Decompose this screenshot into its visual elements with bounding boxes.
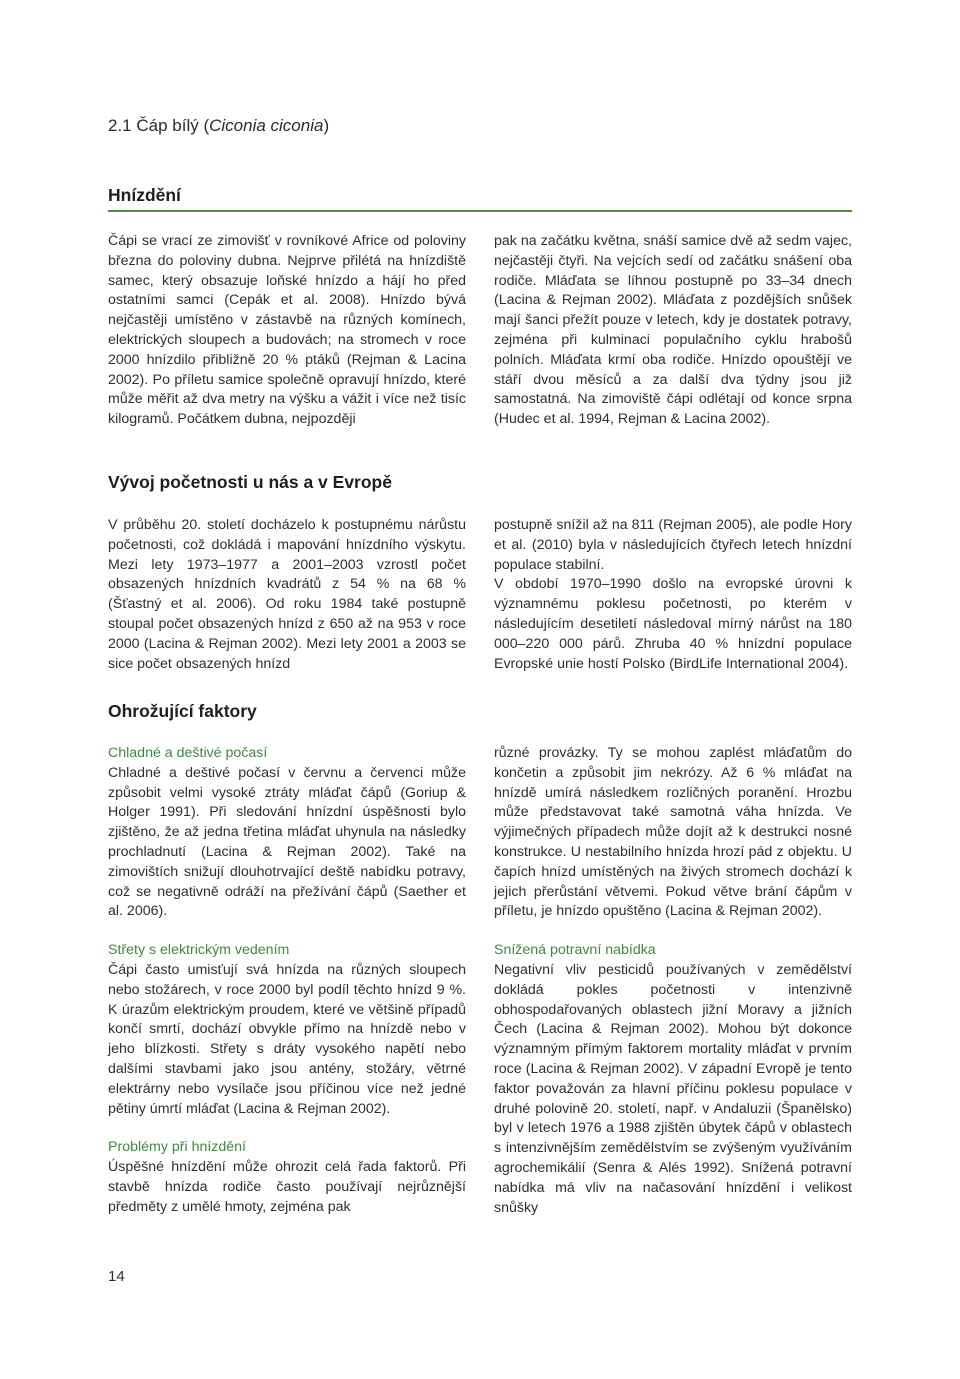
nesting-right-column xyxy=(494,232,852,430)
subheading-food-supply: Snížená potravní nabídka xyxy=(494,942,656,959)
threats-right-text: různé provázky. Ty se mohou zaplést mláďatům do končetin a způsobit jim nekrózy. Až 6 % mláďat na hnízdě umírá následkem rozličných poranění. Hrozbu může představovat také samotná váha hnízda. Ve výjimečných případech může dojít až k destrukci nosné konstrukce. U nestabilního hnízda hrozí pád z objektu. U čapích hnízd umístěných na živých stromech dochází k jejich přerůstání větvemi. Pokud větve brání čápům v příletu, je hnízdo opuštěno (Lacina & Rejman 2002). xyxy=(494,745,852,920)
section-title-nesting: Hnízdění xyxy=(108,185,181,205)
nesting-left-text: Čápi se vrací ze zimovišť v rovníkové Africe od poloviny března do poloviny dubna. Nejprve přilétá na hnízdiště samec, který obsazuje loňské hnízdo a hájí ho před ostatními samci (Cepák et al. 2008). Hnízdo bývá nejčastěji umístěno v zástavbě na různých komínech, elektrických sloupech a budovách; na stromech v roce 2000 hnízdilo přibližně 20 % ptáků (Rejman & Lacina 2002). Po příletu samice společně opravují hnízdo, které může měřit až dva metry na výšku a vážit i více než tisíc kilogramů. Počátkem dubna, nejpozději xyxy=(108,233,466,428)
trend-right-text-2: V období 1970–1990 došlo na evropské úrovni k významnému poklesu početnosti, po kterém v následujícím desetiletí následoval mírný nárůst na 180 000–220 000 párů. Zhruba 40 % hnízdní populace Evropské unie hostí Polsko (BirdLife International 2004). xyxy=(494,576,852,672)
trend-right-text-1: postupně snížil až na 811 (Rejman 2005), ale podle Hory et al. (2010) byla v následujících čtyřech letech hnízdní populace stabilní. xyxy=(494,517,852,573)
trend-left-text: V průběhu 20. století docházelo k postupnému nárůstu početnosti, což dokládá i mapování hnízdního výskytu. Mezi lety 1973–1977 a 2001–2003 vzrostl počet obsazených hnízdních kvadrátů z 54 % na 68 % (Šťastný et al. 2006). Od roku 1984 také postupně stoupal počet obsazených hnízd z 650 až na 953 v roce 2000 (Lacina & Rejman 2002). Mezi lety 2001 a 2003 se sice počet obsazených hnízd xyxy=(108,517,466,672)
chapter-heading xyxy=(108,116,329,136)
chapter-latin-name: Ciconia ciconia xyxy=(209,116,324,135)
nesting-right-text: pak na začátku května, snáší samice dvě až sedm vajec, nejčastěji čtyři. Na vejcích sedí od začátku snášení oba rodiče. Mláďata se líhnou postupně po 33–34 dnech (Lacina & Rejman 2002). Mláďata z pozdějších snůšek mají šanci přežít pouze v letech, kdy je dostatek potravy, zejména při kulminaci populačního cyklu hrabošů polních. Mláďata krmí oba rodiče. Hnízdo opouštějí ve stáří dvou měsíců a za další dva týdny jsou již samostatná. Na zimoviště čápi odlétají od konce srpna (Hudec et al. 1994, Rejman & Lacina 2002). xyxy=(494,233,852,428)
threats-right-column xyxy=(494,744,852,1218)
chapter-title-suffix: ) xyxy=(323,116,330,135)
subheading-power-lines: Střety s elektrickým vedením xyxy=(108,942,290,959)
subheading-cold-weather: Chladné a deštivé počasí xyxy=(108,745,268,761)
nesting-problems-text: Úspěšné hnízdění může ohrozit celá řada faktorů. Při stavbě hnízda rodiče často používají nejrůznější předměty z umělé hmoty, zejména pak xyxy=(108,1159,466,1215)
chapter-title-prefix: 2.1 Čáp bílý ( xyxy=(108,116,210,135)
section-title-threats: Ohrožující faktory xyxy=(108,701,257,721)
threats-left-column xyxy=(108,744,466,1218)
section-title-trend: Vývoj početnosti u nás a v Evropě xyxy=(108,472,392,492)
power-lines-text: Čápi často umisťují svá hnízda na různých sloupech nebo stožárech, v roce 2000 byl podíl těchto hnízd 9 %. K úrazům elektrickým proudem, které ve většině případů končí smrtí, dochází obvykle přímo na hnízdě nebo v jeho blízkosti. Střety s dráty vysokého napětí nebo dalšími stavbami jako jsou antény, stožáry, větrné elektrárny nebo vysílače jsou příčinou více než jedné pětiny úmrtí mláďat (Lacina & Rejman 2002). xyxy=(108,961,466,1117)
trend-right-column xyxy=(494,516,852,674)
trend-left-column xyxy=(108,516,466,674)
section-rule-nesting xyxy=(108,210,852,212)
subheading-nesting-problems: Problémy při hnízdění xyxy=(108,1139,247,1156)
nesting-left-column xyxy=(108,232,466,430)
cold-weather-text: Chladné a deštivé počasí v červnu a červenci může způsobit velmi vysoké ztráty mláďat čápů (Goriup & Holger 1991). Při sledování hnízdní úspěšnosti bylo zjištěno, že až jedna třetina mláďat uhynula na následky prochladnutí (Lacina & Rejman 2002). Také na zimovištích snižují dlouhotrvající deště nabídku potravy, což se negativně odráží na přežívání čápů (Saether et al. 2006). xyxy=(108,764,466,920)
food-supply-text: Negativní vliv pesticidů používaných v zemědělství dokládá pokles početnosti v intenzivně obhospodařovaných oblastech jižní Moravy a jižních Čech (Lacina & Rejman 2002). Mohou být dokonce významným přímým faktorem mortality mláďat v prvním roce (Lacina & Rejman 2002). V západní Evropě je tento faktor považován za hlavní příčinu poklesu populace v druhé polovině 20. století, např. v Andaluzii (Španělsko) byl v letech 1976 a 1988 zjištěn úbytek čápů v oblastech s intenzivnějším zemědělstvím se zvýšeným využíváním agrochemikálií (Senra & Alés 1992). Snížená potravní nabídka má vliv na načasování hnízdění i velikost snůšky xyxy=(494,961,852,1216)
page-number: 14 xyxy=(108,1268,125,1285)
